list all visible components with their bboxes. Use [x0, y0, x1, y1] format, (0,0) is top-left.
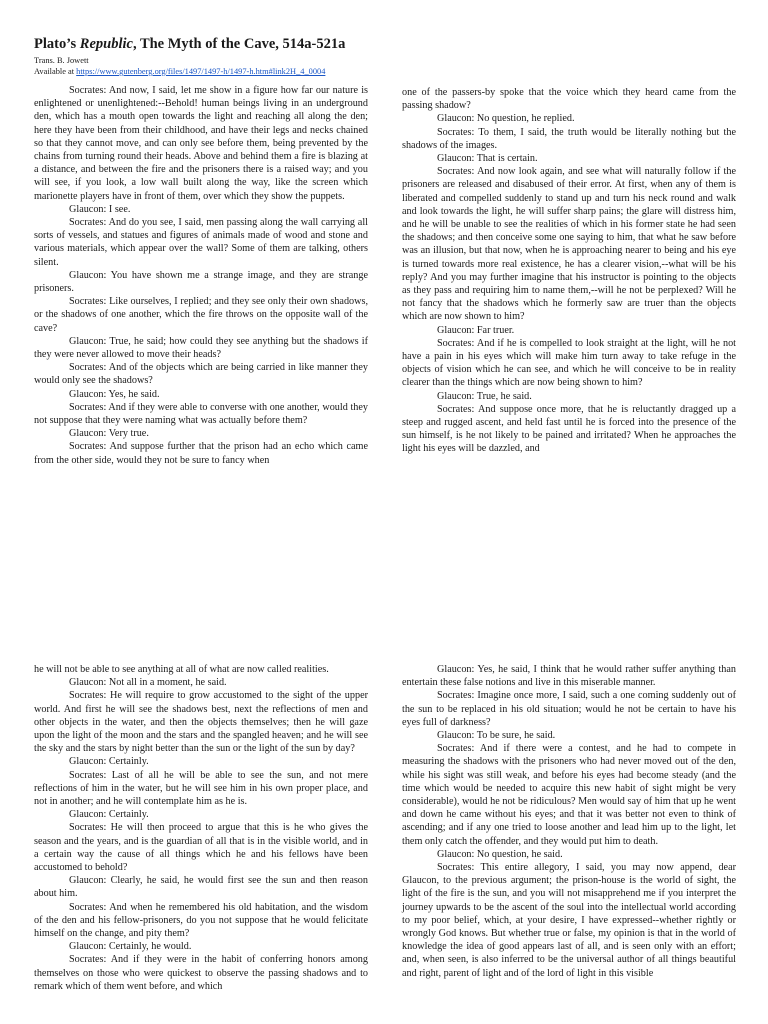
availability-line: [34, 66, 325, 77]
paragraph: Glaucon: Far truer.: [437, 324, 515, 336]
paragraph: he will not be able to see anything at all of what are now called realities.: [34, 664, 329, 675]
paragraph: Socrates: And when he remembered his old habitation, and the wisdom of the den and his fellow-prisoners, do you not suppose that he would felicitate himself on the change, and pity them?: [34, 901, 368, 940]
paragraph: one of the passers-by spoke that the voice which they heard came from the passing shadow?: [402, 87, 736, 112]
paragraph: Glaucon: True, he said; how could they see anything but the shadows if they were never allowed to move their heads?: [34, 335, 368, 361]
paragraph: Socrates: And do you see, I said, men passing along the wall carrying all sorts of vessels, and statues and figures of animals made of wood and stone and various materials, which appear over the wall? Some of them are talking, others silent.: [34, 217, 368, 268]
paragraph: Glaucon: Yes, he said.: [69, 388, 160, 400]
paragraph: Socrates: And now look again, and see what will naturally follow if the prisoners are released and disabused of their error. At first, when any of them is liberated and compelled suddenly to stand up and turn his neck round and walk and look towards the light, he will suffer sharp pains; the glare will distress him, and he will be unable to see the realities of which in his former state he had seen the shadows; and then conceive some one saying to him, that what he saw before was an illusion, but that now, when he is approaching nearer to being and his eye is turned towards more real existence, he has a clearer vision,--what will be his reply? And you may further imagine that his instructor is pointing to the objects as they pass and requiring him to name them,--will he not be perplexed? Will he not fancy that the shadows which he formerly saw are truer than the objects which are now shown to him?: [402, 166, 736, 323]
paragraph: Socrates: And now, I said, let me show in a figure how far our nature is enlightened or unenlightened:--Behold! human beings living in an underground den, which has a mouth open towards the light and reaching all along the den; here they have been from their childhood, and have their legs and necks chained so that they cannot move, and can only see before them, being prevented by the chains from turning round their heads. Above and behind them a fire is blazing at a distance, and between the fire and the prisoners there is a raised way; and you will see, if you look, a low wall built along the way, like the screen which marionette players have in front of them, over which they show the puppets.: [34, 85, 368, 202]
paragraph: Socrates: To them, I said, the truth would be literally nothing but the shadows of the images.: [402, 126, 736, 151]
source-link[interactable]: https://www.gutenberg.org/files/1497/1497-h/1497-h.htm#link2H_4_0004: [76, 67, 326, 76]
paragraph: Socrates: And if he is compelled to look straight at the light, will he not have a pain in his eyes which will make him turn away to take refuge in the objects of vision which he can see, and which he will conceive to be in reality clearer than the things which are now being shown to him?: [402, 337, 736, 389]
availability-prefix: Available at: [34, 67, 77, 76]
paragraph: Glaucon: Yes, he said, I think that he would rather suffer anything than entertain these false notions and live in this miserable manner.: [402, 664, 736, 689]
paragraph: Glaucon: True, he said.: [437, 390, 532, 402]
column-top-right: [402, 86, 736, 456]
paragraph: Glaucon: To be sure, he said.: [437, 730, 556, 742]
paragraph: Socrates: And suppose once more, that he is reluctantly dragged up a steep and rugged ascent, and held fast until he is forced into the presence of the sun himself, is he not likely to be pained and irritated? When he approaches the light his eyes will be dazzled, and: [402, 403, 736, 455]
paragraph: Socrates: This entire allegory, I said, you may now append, dear Glaucon, to the previous argument; the prison-house is the world of sight, the light of the fire is the sun, and you will not misapprehend me if you interpret the journey upwards to be the ascent of the soul into the intellectual world according to my poor belief, which, at your desire, I have expressed--whether rightly or wrongly God knows. But whether true or false, my opinion is that in the world of knowledge the idea of good appears last of all, and is seen only with an effort; and, when seen, is also inferred to be the universal author of all things beautiful and right, parent of light and of the lord of light in this visible: [402, 862, 736, 979]
column-bottom-right: [402, 663, 736, 980]
paragraph: Socrates: Imagine once more, I said, such a one coming suddenly out of the sun to be replaced in his old situation; would he not be certain to have his eyes full of darkness?: [402, 690, 736, 728]
paragraph: Socrates: And if there were a contest, and he had to compete in measuring the shadows with the prisoners who had never moved out of the den, while his sight was still weak, and before his eyes had become steady (and the time which would be needed to acquire this new habit of sight might be very considerable), would he not be ridiculous? Men would say of him that up he went and down he came without his eyes; and that it was better not even to think of ascending; and if any one tried to loose another and lead him up to the light, let them only catch the offender, and they would put him to death.: [402, 743, 736, 847]
paragraph: Socrates: He will require to grow accustomed to the sight of the upper world. And first he will see the shadows best, next the reflections of men and other objects in the water, and then the objects themselves; then he will gaze upon the light of the moon and the stars and the spangled heaven; and he will see the sky and the stars by night better than the sun or the light of the sun by day?: [34, 690, 368, 755]
translator-line: Trans. B. Jowett: [34, 56, 89, 65]
paragraph: Glaucon: Clearly, he said, he would first see the sun and then reason about him.: [34, 875, 368, 900]
paragraph: Glaucon: That is certain.: [437, 153, 538, 165]
paragraph: Socrates: Last of all he will be able to see the sun, and not mere reflections of him in the water, but he will see him in his own proper place, and not in another; and he will contemplate him as he is.: [34, 769, 368, 808]
paragraph: Glaucon: Very true.: [69, 428, 149, 440]
document-title: [34, 36, 345, 53]
column-top-left: [34, 84, 368, 467]
paragraph: Socrates: And if they were able to converse with one another, would they not suppose that they were naming what was actually before them?: [34, 401, 368, 427]
paragraph: Glaucon: You have shown me a strange image, and they are strange prisoners.: [34, 269, 368, 295]
column-bottom-left: [34, 663, 368, 993]
paragraph: Glaucon: Certainly, he would.: [69, 941, 192, 953]
title-prefix: Plato’s: [34, 36, 80, 52]
title-suffix: , The Myth of the Cave, 514a-521a: [132, 36, 346, 52]
paragraph: Socrates: And of the objects which are being carried in like manner they would only see the shadows?: [34, 362, 368, 387]
paragraph: Glaucon: Certainly.: [69, 756, 149, 768]
title-italic-work: Republic: [79, 36, 133, 52]
paragraph: Glaucon: No question, he said.: [437, 848, 563, 860]
paragraph: Socrates: And if they were in the habit of conferring honors among themselves on those who were quickest to observe the passing shadows and to remark which of them went before, and which: [34, 954, 368, 992]
paragraph: Socrates: And suppose further that the prison had an echo which came from the other side, would they not be sure to fancy when: [34, 441, 368, 466]
paragraph: Glaucon: I see.: [69, 203, 131, 215]
paragraph: Glaucon: Not all in a moment, he said.: [69, 677, 227, 689]
paragraph: Socrates: Like ourselves, I replied; and they see only their own shadows, or the shadows of one another, which the fire throws on the opposite wall of the cave?: [34, 296, 368, 334]
paragraph: Glaucon: No question, he replied.: [437, 113, 575, 125]
paragraph: Socrates: He will then proceed to argue that this is he who gives the season and the years, and is the guardian of all that is in the visible world, and in a certain way the cause of all things which he and his fellows have been accustomed to behold?: [34, 822, 368, 874]
paragraph: Glaucon: Certainly.: [69, 809, 149, 821]
